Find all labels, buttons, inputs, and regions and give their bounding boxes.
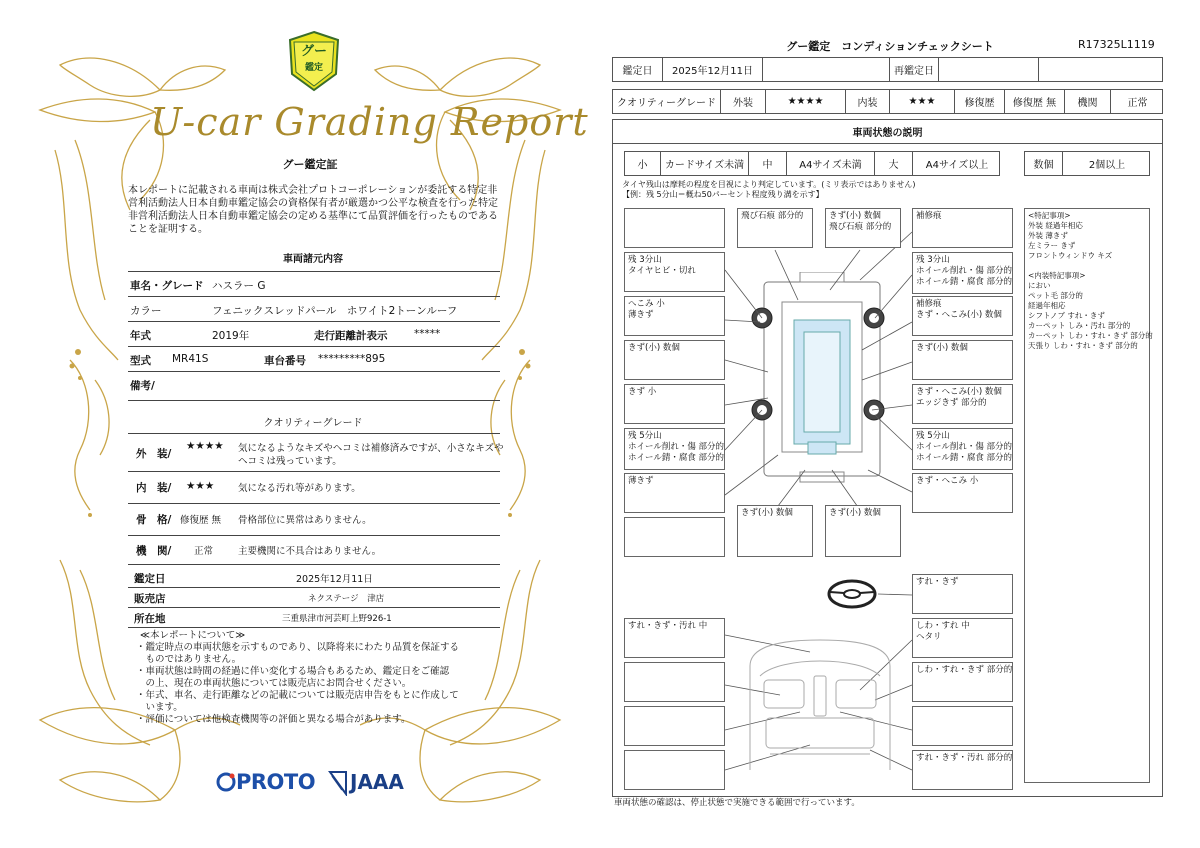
spec-row-color	[128, 296, 500, 321]
int-ir1a-text: しわ・すれ 中	[916, 621, 970, 631]
mileage-value: *****	[414, 328, 441, 340]
ext-box-left-4	[624, 384, 725, 424]
section-title: 車両状態の説明	[612, 119, 1163, 144]
ext-box-bottom-2	[825, 505, 901, 557]
info-row-address	[128, 608, 500, 628]
special-b2: ペット毛 部分的	[1028, 291, 1083, 300]
notes-title: ≪本レポートについて≫	[140, 630, 246, 641]
ext-r5c-text: ホイール錆・腐食 部分的	[916, 453, 1013, 463]
ext-top2a-text: きず(小) 数個	[829, 211, 881, 221]
ext-r2a-text: 補修痕	[916, 299, 942, 309]
note-4: ・評価については他検査機関等の評価と異なる場合があります。	[136, 714, 411, 725]
ext-l5a-text: 残 5分山	[628, 431, 662, 441]
legend-medium-text: A4サイズ未満	[787, 152, 875, 175]
ext-box-left-7	[624, 517, 725, 557]
certificate-heading: グー鑑定証	[282, 158, 338, 171]
sheet-code: R17325L1119	[1078, 38, 1155, 51]
int-box-left-1	[624, 618, 725, 658]
interior-special-title: <内装特記事項>	[1028, 271, 1086, 280]
ext-box-top-2	[825, 208, 901, 248]
int-ir1b-text: ヘタリ	[916, 632, 942, 642]
quality-row-frame	[128, 503, 500, 535]
ext-box-right-5	[912, 428, 1013, 470]
proto-logo-icon	[216, 772, 236, 794]
note-2b: の上、現在の車両状態については販売店にお問合せください。	[136, 678, 412, 689]
special-b6: カーペット しわ・すれ・きず 部分的	[1028, 331, 1153, 340]
ext-stars: ★★★★	[766, 90, 846, 113]
ext-box-left-6	[624, 473, 725, 513]
engine-value: 正常	[194, 546, 214, 557]
mileage-label: 走行距離計表示	[314, 330, 388, 342]
engine-label: 機関	[1065, 90, 1111, 113]
ext-r4b-text: エッジきず 部分的	[916, 398, 987, 408]
ext-text-1: 気になるようなキズやヘコミは補修済みですが、小さなキズや	[238, 443, 504, 454]
int-label: 内装	[846, 90, 890, 113]
condition-check-sheet	[600, 0, 1200, 848]
frame-label: 骨 格/	[136, 514, 172, 526]
frame-text: 骨格部位に異常はありません。	[238, 515, 372, 526]
note-2a: ・車両状態は時間の経過に伴い変化する場合もあるため、鑑定日をご確認	[136, 666, 450, 677]
date-label: 鑑定日	[134, 573, 166, 585]
special-b1: におい	[1028, 281, 1051, 290]
ext-top3-text: 補修痕	[916, 211, 942, 221]
legend-count: 数個	[1025, 152, 1063, 175]
ext-box-bottom-1	[737, 505, 813, 557]
spec-heading: 車両諸元内容	[283, 254, 343, 265]
grade-label: クオリティーグレード	[613, 90, 721, 113]
model-value: MR41S	[172, 353, 209, 365]
int-il1-text: すれ・きず・汚れ 中	[628, 621, 708, 631]
ext-box-left-1	[624, 252, 725, 292]
ext-box-top-3	[912, 208, 1013, 248]
date-label: 鑑定日	[613, 58, 663, 81]
ext-r5b-text: ホイール削れ・傷 部分的	[916, 442, 1013, 452]
info-row-date	[128, 566, 500, 588]
ext-l4-text: きず 小	[628, 387, 657, 397]
dealer-label: 販売店	[134, 593, 166, 605]
ext-top1-text: 飛び石痕 部分的	[741, 211, 804, 221]
address-value: 三重県津市河芸町上野926-1	[282, 614, 392, 624]
int-box-right-3	[912, 706, 1013, 746]
engine-label: 機 関/	[136, 545, 172, 557]
ext-r5a-text: 残 5分山	[916, 431, 950, 441]
spec-row-name	[128, 271, 500, 296]
quality-heading: クオリティーグレード	[263, 418, 363, 429]
ext-l5c-text: ホイール錆・腐食 部分的	[628, 453, 725, 463]
ext-box-top-left	[624, 208, 725, 248]
spec-row-model	[128, 346, 500, 371]
ext-l5b-text: ホイール削れ・傷 部分的	[628, 442, 725, 452]
note-3b: います。	[136, 702, 183, 713]
proto-logo-text: PROTO	[236, 770, 316, 794]
int-box-right-2	[912, 662, 1013, 702]
ext-stars: ★★★★	[186, 440, 224, 452]
car-interior-diagram	[740, 636, 900, 774]
ext-box-right-3	[912, 340, 1013, 380]
remarks-label: 備考/	[130, 380, 155, 392]
frame-value: 修復歴 無	[180, 515, 222, 526]
engine-value: 正常	[1127, 98, 1148, 109]
color-value: フェニックスレッドパール ホワイト2トーンルーフ	[212, 305, 458, 317]
note-1b: ものではありません。	[136, 654, 242, 665]
special-a4: フロントウィンドウ キズ	[1028, 251, 1113, 260]
engine-text: 主要機関に不具合はありません。	[238, 546, 382, 557]
ext-b2-text: きず(小) 数個	[829, 508, 881, 518]
int-steer-text: すれ・きず	[916, 577, 959, 587]
ext-label: 外装	[721, 90, 766, 113]
legend-small: 小	[625, 152, 661, 175]
steering-wheel-icon	[826, 578, 878, 610]
int-box-left-2	[624, 662, 725, 702]
ext-l3-text: きず(小) 数個	[628, 343, 680, 353]
ext-l6-text: 薄きず	[628, 476, 654, 486]
repair-value: 修復歴 無	[1005, 90, 1065, 113]
quality-row-exterior	[128, 433, 504, 471]
chassis-label: 車台番号	[264, 355, 306, 367]
year-value: 2019年	[212, 330, 250, 342]
special-a1: 外装 経過年相応	[1028, 221, 1083, 230]
special-title: <特記事項>	[1028, 211, 1071, 220]
ext-box-right-4	[912, 384, 1013, 424]
special-a2: 外装 薄きず	[1028, 231, 1068, 240]
int-text: 気になる汚れ等があります。	[238, 483, 361, 494]
chassis-value: *********895	[318, 353, 386, 365]
date-value: 2025年12月11日	[663, 58, 763, 81]
int-stars: ★★★	[890, 90, 955, 113]
int-box-right-1	[912, 618, 1013, 658]
ext-r6-text: きず・へこみ 小	[916, 476, 979, 486]
spec-row-remarks	[128, 371, 500, 401]
special-notes-box	[1024, 208, 1153, 783]
ext-r1b-text: ホイール削れ・傷 部分的	[916, 266, 1013, 276]
ext-l1b-text: タイヤヒビ・切れ	[628, 266, 696, 276]
tire-note-2: 【例：残 5分山＝概ね50パーセント程度残り溝を示す】	[622, 190, 824, 199]
ext-r2b-text: きず・へこみ(小) 数個	[916, 310, 1002, 320]
legend-count-text: 2個以上	[1088, 160, 1126, 171]
quality-row-engine	[128, 535, 500, 565]
int-box-right-4	[912, 750, 1013, 790]
ext-box-left-5	[624, 428, 725, 470]
int-box-left-4	[624, 750, 725, 790]
ext-box-right-1	[912, 252, 1013, 294]
ext-r3-text: きず(小) 数個	[916, 343, 968, 353]
tire-note-1: タイヤ残山は摩耗の程度を目視により判定しています。(ミリ表示ではありません)	[622, 180, 916, 189]
ext-box-right-6	[912, 473, 1013, 513]
legend-large: 大	[875, 152, 913, 175]
sheet-title: グー鑑定 コンディションチェックシート	[786, 40, 994, 53]
sheet-footer: 車両状態の確認は、停止状態で実施できる範囲で行っています。	[614, 798, 860, 808]
year-label: 年式	[130, 330, 151, 342]
legend-medium: 中	[749, 152, 787, 175]
certificate-intro: 本レポートに記載される車両は株式会社プロトコーポレーションが委託する特定非営利活動法人日本自動車鑑定協会の資格保有者が厳選かつ公平な検査を行った特定非営利活動法人日本自動車鑑定協会の定める基準にて品質評価を行ったものであることを証明する。	[128, 185, 498, 235]
ext-r1a-text: 残 3分山	[916, 255, 950, 265]
ext-box-left-3	[624, 340, 725, 380]
note-1a: ・鑑定時点の車両状態を示すものであり、以降将来にわたり品質を保証する	[136, 642, 460, 653]
ext-l2b-text: 薄きず	[628, 310, 654, 320]
ext-l1a-text: 残 3分山	[628, 255, 662, 265]
badge-bottom-text: 鑑定	[304, 63, 323, 73]
badge-top-text: グー	[300, 44, 327, 59]
int-stars: ★★★	[186, 480, 215, 492]
date-value: 2025年12月11日	[296, 574, 373, 585]
ext-box-left-2	[624, 296, 725, 336]
special-a3: 左ミラー きず	[1028, 241, 1076, 250]
int-ir2-text: しわ・すれ・きず 部分的	[916, 665, 1013, 675]
int-label: 内 装/	[136, 482, 172, 494]
spec-row-year	[128, 321, 500, 346]
model-label: 型式	[130, 355, 151, 367]
ext-b1-text: きず(小) 数個	[741, 508, 793, 518]
legend-small-text: カードサイズ未満	[661, 152, 749, 175]
ext-label: 外 装/	[136, 448, 172, 460]
int-ir4-text: すれ・きず・汚れ 部分的	[916, 753, 1013, 763]
int-box-left-3	[624, 706, 725, 746]
special-b7: 天張り しわ・すれ・きず 部分的	[1028, 341, 1138, 350]
special-b3: 経過年相応	[1028, 301, 1066, 310]
ext-top2b-text: 飛び石痕 部分的	[829, 222, 892, 232]
re-date-label: 再鑑定日	[890, 58, 939, 81]
ext-box-right-2	[912, 296, 1013, 336]
ext-box-top-1	[737, 208, 813, 248]
special-b5: カーペット しみ・汚れ 部分的	[1028, 321, 1131, 330]
report-notes	[136, 630, 506, 726]
jaaa-logo-icon	[328, 770, 348, 796]
repair-label: 修復歴	[955, 90, 1005, 113]
special-b4: シフトノブ すれ・きず	[1028, 311, 1105, 320]
quality-row-interior	[128, 471, 500, 503]
jaaa-logo-text: JAAA	[350, 770, 404, 794]
legend-large-text: A4サイズ以上	[925, 160, 989, 171]
int-box-steering	[912, 574, 1013, 614]
ext-r4a-text: きず・へこみ(小) 数個	[916, 387, 1002, 397]
color-label: カラー	[130, 305, 162, 317]
address-label: 所在地	[134, 613, 166, 625]
ext-l2a-text: へこみ 小	[628, 299, 665, 309]
note-3a: ・年式、車名、走行距離などの記載については販売店申告をもとに作成して	[136, 690, 459, 701]
report-script-title: U-car Grading Report	[150, 100, 589, 144]
ext-text-2: ヘコミは残っています。	[238, 456, 342, 467]
name-label: 車名・グレード	[130, 280, 204, 292]
info-row-dealer	[128, 588, 500, 608]
dealer-value: ネクステージ 津店	[308, 594, 385, 604]
ext-r1c-text: ホイール錆・腐食 部分的	[916, 277, 1013, 287]
name-value: ハスラー G	[212, 280, 266, 292]
